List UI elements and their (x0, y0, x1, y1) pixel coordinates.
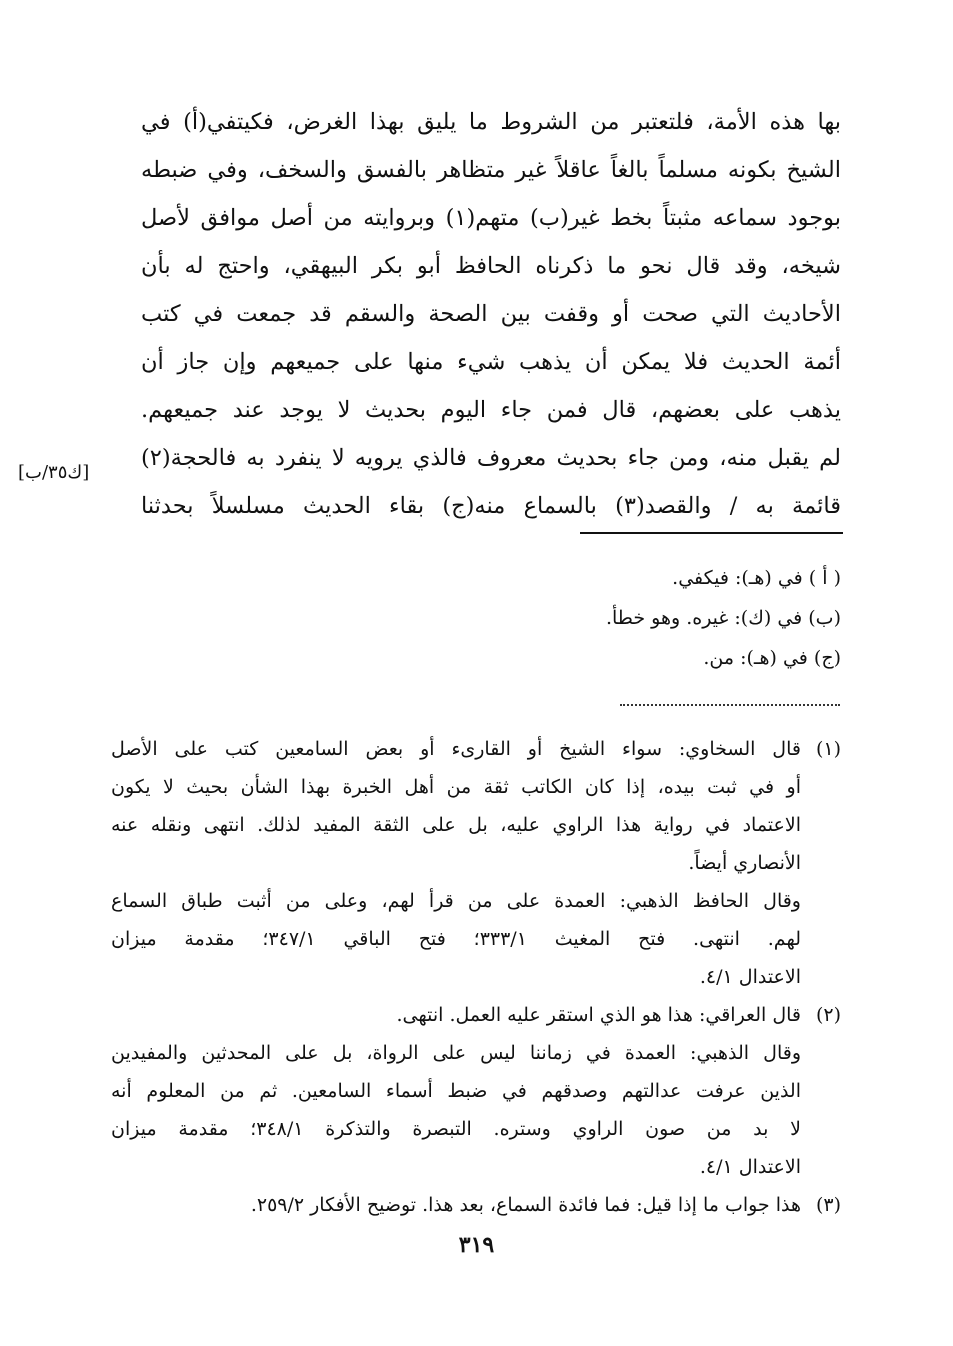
footnote-line: الاعتدال ٤/١. (699, 1156, 801, 1178)
main-text-line: لم يقبل منه، ومن جاء بحديث معروف فالذي يرويه لا ينفرد به فالحجة(٢) (141, 445, 841, 471)
main-text-line: بها هذه الأمة، فلتعتبر من الشروط ما يليق بهذا الغرض، فكيتفي(أ) في (141, 109, 841, 135)
footnote-line: وقال الذهبي: العمدة في زماننا ليس على الرواة، بل على المحدثين والمفيدين (111, 1042, 801, 1064)
dotted-separator (620, 704, 840, 706)
main-text-line: قائمة به / والقصد(٣) بالسماع منه(ج) بقاء الحديث مسلسلاً بحدثنا (141, 493, 841, 519)
footnote-3 (111, 1186, 841, 1224)
main-text-line: يذهب على بعضهم، قال فمن جاء اليوم بحديث لا يوجد عند جميعهم. (141, 397, 841, 423)
footnote-line: قال السخاوي: سواء الشيخ أو القارىء أو بعض السامعين كتب على الأصل (111, 738, 801, 760)
variant-note: ( أ ) في (هـ): فيكفي. (672, 567, 841, 589)
footnote-number: (١) (815, 738, 841, 760)
main-text-line: الأحاديث التي صحت أو وقفت بين الصحة والسقم قد جمعت في كتب (141, 301, 841, 327)
footnote-line: أو في ثبت بيده، إذا كان الكاتب ثقة من أهل الخبرة بهذا الشأن بحيث لا يكون (111, 776, 801, 798)
footnote-line: الاعتماد في رواية هذا الراوي عليه، بل على الثقة المفيد لذلك. انتهى ونقله عنه (111, 814, 801, 836)
page-number: ٣١٩ (458, 1232, 495, 1258)
manuscript-folio-marker: [ك٣٥/ب] (18, 462, 90, 483)
variant-note: (ج) في (هـ): من. (703, 647, 841, 669)
footnote-line: وقال الحافظ الذهبي: العمدة على من قرأ لهم، وعلى من أثبت طباق السماع (111, 890, 801, 912)
footnote-number: (٣) (815, 1194, 841, 1216)
footnote-1 (111, 730, 841, 996)
footnote-line: هذا جواب ما إذا قيل: فما فائدة السماع، بعد هذا. توضيح الأفكار ٢٥٩/٢. (250, 1194, 801, 1216)
main-text (141, 98, 841, 530)
footnote-line: قال العراقي: هذا هو الذي استقر عليه العمل. انتهى. (396, 1004, 801, 1026)
footnote-line: الاعتدال ٤/١. (699, 966, 801, 988)
main-text-line: بوجود سماعه مثبتاً بخط غير(ب) متهم(١) وبروايته من أصل موافق لأصل (141, 205, 841, 231)
footnote-line: الذين عرفت عدالتهم وصدقهم في ضبط أسماء السامعين. ثم من المعلوم أنه (111, 1080, 801, 1102)
footnote-line: لا بد من صون الراوي وستره. التبصرة والتذكرة ٣٤٨/١؛ مقدمة ميزان (111, 1118, 801, 1140)
main-text-line: أئمة الحديث فلا يمكن أن يذهب شيء منها على جميعهم وإن جاز أن (141, 349, 841, 375)
footnote-separator (580, 532, 843, 534)
footnote-line: لهم. انتهى. فتح المغيث ٣٣٣/١؛ فتح الباقي ٣٤٧/١؛ مقدمة ميزان (111, 928, 801, 950)
variant-note: (ب) في (ك): غيره. وهو خطأ. (605, 607, 841, 629)
footnote-2 (111, 996, 841, 1186)
main-text-line: الشيخ بكونه مسلماً بالغاً عاقلاً غير متظاهر بالفسق والسخف، وفي ضبطه (141, 157, 841, 183)
footnotes (111, 730, 841, 1224)
footnote-line: الأنصاري أيضاً. (688, 852, 801, 874)
footnote-number: (٢) (815, 1004, 841, 1026)
main-text-line: شيخه، وقد قال نحو ما ذكرناه الحافظ أبو بكر البيهقي، واحتج له بأن (141, 253, 841, 279)
variant-notes (341, 558, 841, 678)
